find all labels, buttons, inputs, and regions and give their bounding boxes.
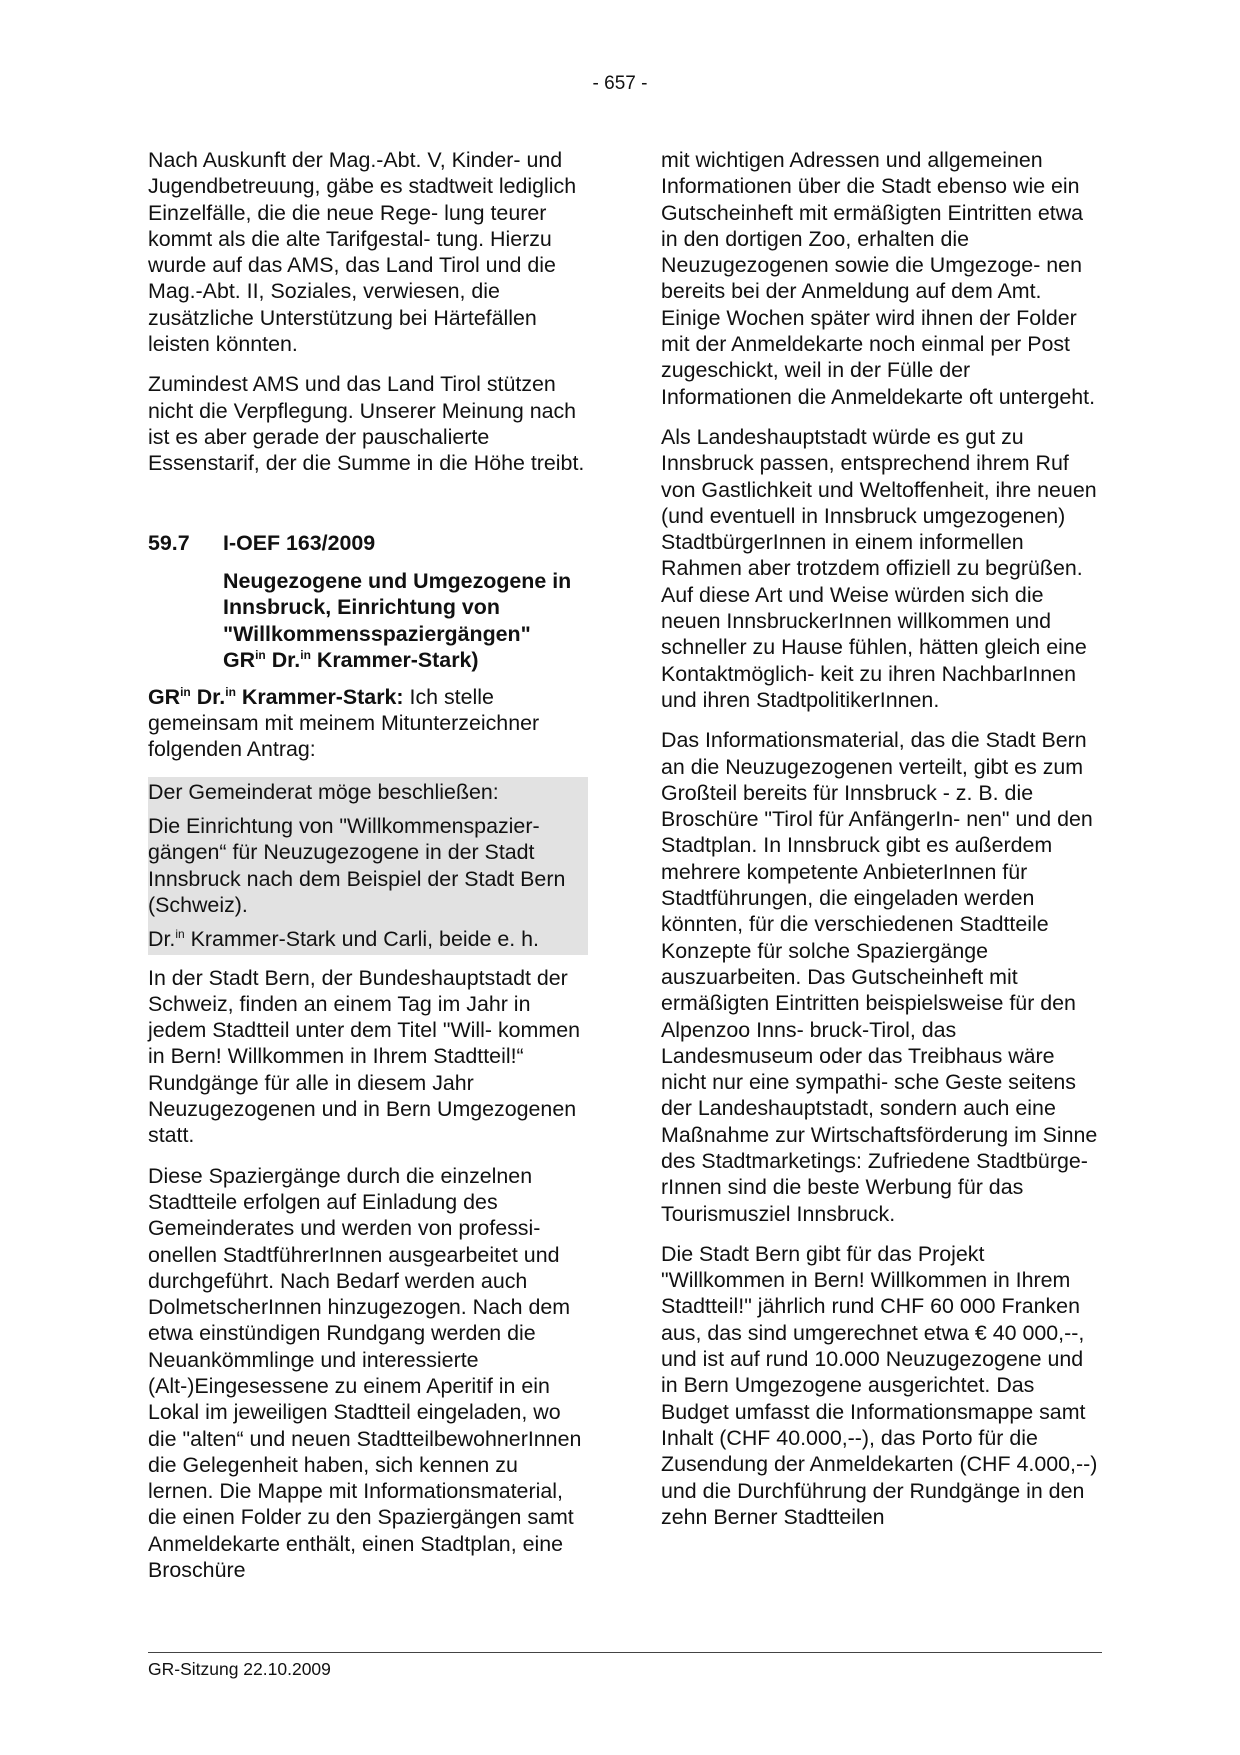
- motion-signature: [148, 926, 588, 954]
- section-number: 59.7: [148, 530, 190, 555]
- right-paragraph-1: mit wichtigen Adressen und allgemeinen Informationen über die Stadt ebenso wie ein Gutscheinheft mit ermäßigten Eintritten etwa in den dortigen Zoo, erhalten die Neuzugezogenen sowie die Umgezoge- nen bereits bei der Anmeldung auf dem Amt. Einige Wochen später wird ihnen der Folder mit der Anmeldekarte noch einmal per Post zugeschickt, weil in der Fülle der Informationen die Anmeldekarte oft untergeht.: [661, 148, 1096, 409]
- left-paragraph-4: Diese Spaziergänge durch die einzelnen Stadtteile erfolgen auf Einladung des Gemeinderates und werden von professi- onellen StadtführerInnen ausgearbeitet und durchgeführt. Nach Bedarf werden auch DolmetscherInnen hinzugezogen. Nach dem etwa einstündigen Rundgang werden die Neuankömmlinge und interessierte (Alt-)Eingesessene zu einem Aperitif in ein Lokal im jeweiligen Stadtteil eingeladen, wo die "alten“ und neuen StadtteilbewohnerInnen die Gelegenheit haben, sich kennen zu lernen. Die Mappe mit Informationsmaterial, die einen Folder zu den Spaziergängen samt Anmeldekarte enthält, einen Stadtplan, eine Broschüre: [148, 1163, 582, 1583]
- footer: GR-Sitzung 22.10.2009: [148, 1659, 331, 1679]
- subheading-name: Krammer-Stark): [310, 648, 479, 673]
- speaker-dr: Dr.: [190, 684, 226, 709]
- speaker-gr: GR: [148, 684, 181, 709]
- motion-sig-dr: Dr.: [148, 927, 176, 952]
- subheading-dr: Dr.: [265, 648, 301, 673]
- left-paragraph-3: In der Stadt Bern, der Bundeshauptstadt der Schweiz, finden an einem Tag im Jahr in jedem Stadtteil unter dem Titel "Will- kommen in Bern! Willkommen in Ihrem Stadtteil!“ Rundgänge für alle in diesem Jahr Neuzugezogenen und in Bern Umgezogenen statt.: [148, 965, 580, 1148]
- speaker-paragraph: [148, 684, 588, 763]
- speaker-name: Krammer-Stark:: [235, 684, 404, 709]
- speaker-sup-2: in: [225, 684, 236, 699]
- subheading-sup-2: in: [300, 648, 311, 663]
- speaker-sup-1: in: [180, 684, 191, 699]
- left-column: [148, 147, 588, 1597]
- right-column: [661, 147, 1101, 1544]
- footer-divider: [148, 1652, 1102, 1653]
- subheading-title: Neugezogene und Umgezogene in Innsbruck, Einrichtung von "Willkommensspaziergängen": [223, 568, 572, 646]
- left-paragraph-1: Nach Auskunft der Mag.-Abt. V, Kinder- und Jugendbetreuung, gäbe es stadtweit lediglich Einzelfälle, die die neue Rege- lung teurer kommt als die alte Tarifgestal- tung. Hierzu wurde auf das AMS, das Land Tirol und die Mag.-Abt. II, Soziales, verwiesen, die zusätzliche Unterstützung bei Härtefällen leisten könnten.: [148, 148, 577, 357]
- speaker-text: Ich stelle gemeinsam mit meinem Mitunterzeichner folgenden Antrag:: [148, 684, 540, 762]
- left-paragraph-2: Zumindest AMS und das Land Tirol stützen nicht die Verpflegung. Unserer Meinung nach ist es aber gerade der pauschalierte Essenstarif, der die Summe in die Höhe treibt.: [148, 372, 585, 476]
- right-paragraph-2: Als Landeshauptstadt würde es gut zu Innsbruck passen, entsprechend ihrem Ruf von Gastlichkeit und Weltoffenheit, ihre neuen (und eventuell in Innsbruck umgezogenen) StadtbürgerInnen in einem informellen Rahmen aber trotzdem offiziell zu begrüßen. Auf diese Art und Weise würden sich die neuen InnsbruckerInnen willkommen und schneller zu Hause fühlen, hätten gleich eine Kontaktmöglich- keit zu ihren NachbarInnen und ihren StadtpolitikerInnen.: [661, 424, 1097, 712]
- motion-text: Die Einrichtung von "Willkommenspazier- gängen“ für Neuzugezogene in der Stadt Innsbruck nach dem Beispiel der Stadt Bern (Schweiz).: [148, 814, 566, 917]
- right-paragraph-3: Das Informationsmaterial, das die Stadt Bern an die Neuzugezogenen verteilt, gibt es zum Großteil bereits für Innsbruck - z. B. die Broschüre "Tirol für AnfängerIn- nen" und den Stadtplan. In Innsbruck gibt es außerdem mehrere kompetente AnbieterInnen für Stadtführungen, die eingeladen werden könnten, für die verschiedenen Stadtteile Konzepte für solche Spaziergänge auszuarbeiten. Das Gutscheinheft mit ermäßigten Eintritten beispielsweise für den Alpenzoo Inns- bruck-Tirol, das Landesmuseum oder das Treibhaus wäre nicht nur eine sympathi- sche Geste seitens der Landeshauptstadt, sondern auch eine Maßnahme zur Wirtschaftsförderung im Sinne des Stadtmarketings: Zufriedene Stadtbürge- rInnen sind die beste Werbung für das Tourismusziel Innsbruck.: [661, 728, 1098, 1226]
- section-heading: [148, 530, 588, 556]
- motion-box: [148, 777, 588, 955]
- motion-sig-rest: Krammer-Stark und Carli, beide e. h.: [184, 927, 539, 952]
- section-code: I-OEF 163/2009: [223, 530, 376, 555]
- section-subheading: [223, 568, 588, 674]
- page-number: - 657 -: [592, 73, 648, 94]
- motion-intro: Der Gemeinderat möge beschließen:: [148, 779, 499, 804]
- right-paragraph-4: Die Stadt Bern gibt für das Projekt "Willkommen in Bern! Willkommen in Ihrem Stadtteil!" jährlich rund CHF 60 000 Franken aus, das sind umgerechnet etwa € 40 000,--, und ist auf rund 10.000 Neuzugezogene und in Bern Umgezogene ausgerichtet. Das Budget umfasst die Informationsmappe samt Inhalt (CHF 40.000,--), das Porto für die Zusendung der Anmeldekarten (CHF 4.000,--) und die Durchführung der Rundgänge in den zehn Berner Stadtteilen: [661, 1241, 1098, 1529]
- motion-sig-sup: in: [175, 927, 185, 942]
- subheading-sup-1: in: [255, 648, 266, 663]
- subheading-gr: GR: [223, 648, 256, 673]
